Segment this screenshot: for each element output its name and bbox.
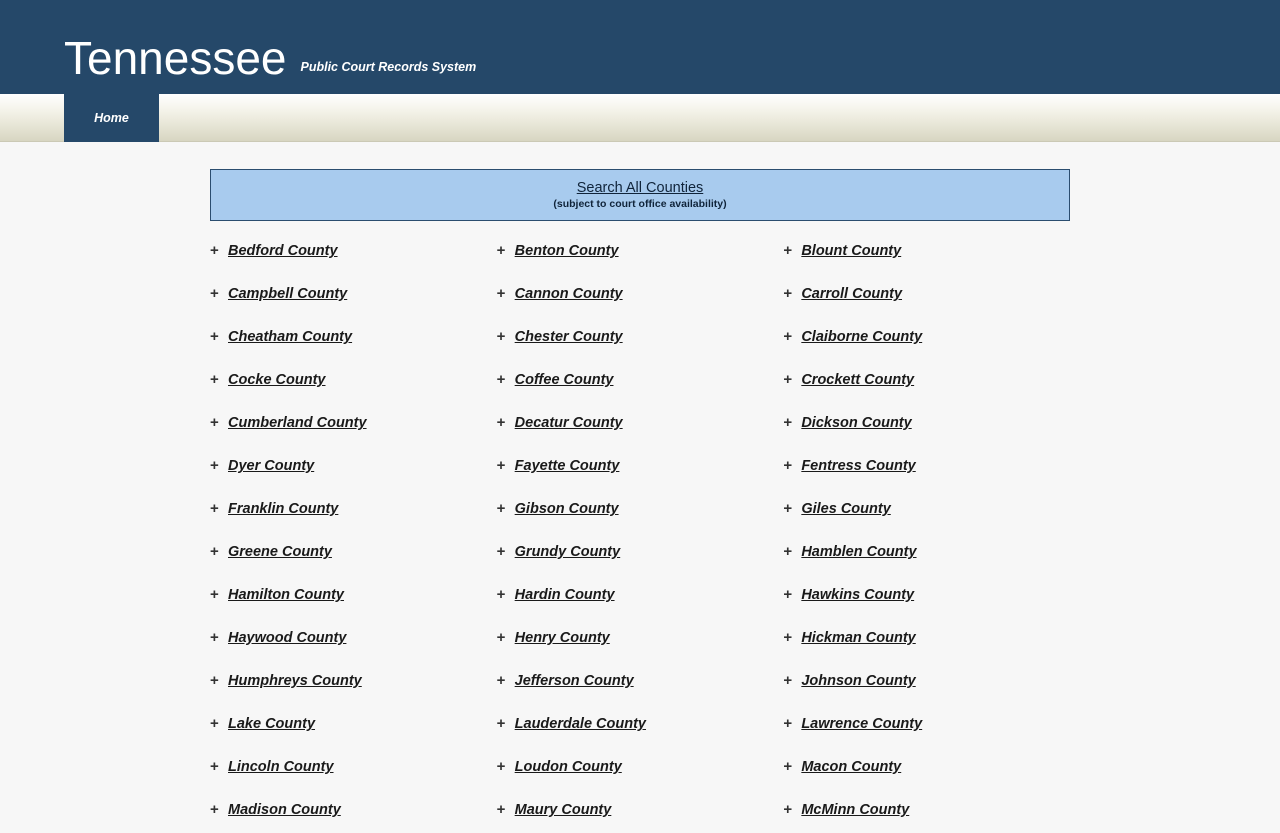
expand-plus-icon[interactable]: +	[783, 371, 793, 388]
county-link[interactable]: Franklin County	[228, 501, 339, 517]
county-link[interactable]: McMinn County	[801, 802, 910, 818]
county-link[interactable]: Lauderdale County	[514, 716, 646, 732]
expand-plus-icon[interactable]: +	[783, 758, 793, 775]
expand-plus-icon[interactable]: +	[783, 629, 793, 646]
expand-plus-icon[interactable]: +	[496, 242, 506, 259]
county-list-item[interactable]	[497, 360, 784, 403]
county-list-item[interactable]	[497, 532, 784, 575]
county-list-item[interactable]	[210, 317, 497, 360]
expand-plus-icon[interactable]: +	[210, 242, 219, 259]
county-list-item[interactable]	[783, 360, 1070, 403]
county-link[interactable]: Jefferson County	[514, 673, 634, 689]
main-content	[0, 169, 1280, 833]
expand-plus-icon[interactable]: +	[783, 672, 793, 689]
county-link[interactable]: Lawrence County	[801, 716, 923, 732]
county-list-item[interactable]	[783, 661, 1070, 704]
expand-plus-icon[interactable]: +	[496, 328, 506, 345]
county-link[interactable]: Decatur County	[514, 415, 623, 431]
search-all-counties-link[interactable]: Search All Counties	[576, 180, 704, 196]
county-list-item[interactable]	[497, 446, 784, 489]
county-list-item[interactable]	[497, 618, 784, 661]
site-header	[0, 0, 1280, 94]
county-link[interactable]: Maury County	[514, 802, 612, 818]
expand-plus-icon[interactable]: +	[210, 543, 219, 560]
county-list-item[interactable]	[210, 790, 497, 833]
county-list-item[interactable]	[497, 231, 784, 274]
county-list-item[interactable]	[497, 317, 784, 360]
expand-plus-icon[interactable]: +	[783, 285, 793, 302]
county-list-item[interactable]	[210, 489, 497, 532]
county-list-item[interactable]	[783, 704, 1070, 747]
county-link[interactable]: Giles County	[801, 501, 891, 517]
county-list-item[interactable]	[210, 360, 497, 403]
county-link[interactable]: Coffee County	[514, 372, 614, 388]
county-list-item[interactable]	[497, 661, 784, 704]
search-availability-note: (subject to court office availability)	[553, 198, 727, 210]
expand-plus-icon[interactable]: +	[496, 715, 506, 732]
county-link[interactable]: Hawkins County	[801, 587, 915, 603]
county-list-item[interactable]	[497, 704, 784, 747]
county-list-item[interactable]	[497, 790, 784, 833]
county-list-item[interactable]	[210, 618, 497, 661]
county-link[interactable]: Gibson County	[514, 501, 619, 517]
county-link[interactable]: Hickman County	[801, 630, 916, 646]
county-list-item[interactable]	[783, 317, 1070, 360]
expand-plus-icon[interactable]: +	[210, 457, 219, 474]
search-all-counties-banner[interactable]	[210, 169, 1070, 221]
expand-plus-icon[interactable]: +	[210, 758, 219, 775]
site-subtitle: Public Court Records System	[300, 60, 477, 74]
county-link[interactable]: Carroll County	[801, 286, 903, 302]
expand-plus-icon[interactable]: +	[210, 801, 219, 818]
county-link[interactable]: Cumberland County	[228, 415, 367, 431]
county-list-item[interactable]	[783, 532, 1070, 575]
county-link[interactable]: Lake County	[228, 716, 316, 732]
county-link[interactable]: Hamilton County	[228, 587, 344, 603]
expand-plus-icon[interactable]: +	[496, 801, 506, 818]
county-list-item[interactable]	[783, 618, 1070, 661]
expand-plus-icon[interactable]: +	[496, 629, 506, 646]
county-link[interactable]: Chester County	[514, 329, 623, 345]
county-link[interactable]: Henry County	[514, 630, 610, 646]
county-link[interactable]: Loudon County	[514, 759, 622, 775]
expand-plus-icon[interactable]: +	[783, 715, 793, 732]
county-link[interactable]: Cannon County	[514, 286, 623, 302]
county-link[interactable]: Humphreys County	[228, 673, 362, 689]
expand-plus-icon[interactable]: +	[210, 500, 219, 517]
expand-plus-icon[interactable]: +	[210, 586, 219, 603]
expand-plus-icon[interactable]: +	[496, 371, 506, 388]
expand-plus-icon[interactable]: +	[783, 801, 793, 818]
county-list-item[interactable]	[783, 231, 1070, 274]
county-link[interactable]: Greene County	[228, 544, 332, 560]
expand-plus-icon[interactable]: +	[496, 414, 506, 431]
expand-plus-icon[interactable]: +	[210, 715, 219, 732]
county-link[interactable]: Cocke County	[228, 372, 326, 388]
county-list-item[interactable]	[783, 747, 1070, 790]
nav-tab-home[interactable]	[64, 94, 159, 142]
county-list-item[interactable]	[783, 446, 1070, 489]
expand-plus-icon[interactable]: +	[783, 242, 793, 259]
county-link[interactable]: Grundy County	[514, 544, 621, 560]
county-list-item[interactable]	[783, 274, 1070, 317]
county-list-item[interactable]	[497, 403, 784, 446]
nav-tab-home-label: Home	[94, 111, 129, 125]
county-list-item[interactable]	[783, 403, 1070, 446]
county-link[interactable]: Hamblen County	[801, 544, 917, 560]
county-link[interactable]: Johnson County	[801, 673, 916, 689]
county-list-item[interactable]	[210, 403, 497, 446]
county-link[interactable]: Benton County	[514, 243, 619, 259]
county-list-item[interactable]	[497, 489, 784, 532]
county-list-item[interactable]	[210, 747, 497, 790]
county-list-item[interactable]	[210, 274, 497, 317]
county-link[interactable]: Haywood County	[228, 630, 347, 646]
county-link[interactable]: Dyer County	[228, 458, 315, 474]
county-link[interactable]: Bedford County	[228, 243, 338, 259]
expand-plus-icon[interactable]: +	[496, 586, 506, 603]
expand-plus-icon[interactable]: +	[210, 285, 219, 302]
county-list-item[interactable]	[210, 446, 497, 489]
county-link[interactable]: Crockett County	[801, 372, 915, 388]
county-link[interactable]: Hardin County	[514, 587, 615, 603]
brand	[64, 32, 476, 84]
county-link[interactable]: Claiborne County	[801, 329, 923, 345]
expand-plus-icon[interactable]: +	[783, 414, 793, 431]
county-link[interactable]: Fayette County	[514, 458, 620, 474]
county-list-item[interactable]	[783, 489, 1070, 532]
county-link[interactable]: Madison County	[228, 802, 341, 818]
expand-plus-icon[interactable]: +	[783, 586, 793, 603]
expand-plus-icon[interactable]: +	[210, 629, 219, 646]
expand-plus-icon[interactable]: +	[783, 457, 793, 474]
main-navigation	[0, 94, 1280, 142]
county-list-item[interactable]	[210, 231, 497, 274]
county-list-item[interactable]	[210, 532, 497, 575]
county-list	[210, 231, 1070, 833]
expand-plus-icon[interactable]: +	[210, 672, 219, 689]
expand-plus-icon[interactable]: +	[783, 543, 793, 560]
county-list-item[interactable]	[497, 747, 784, 790]
expand-plus-icon[interactable]: +	[496, 457, 506, 474]
county-list-item[interactable]	[210, 704, 497, 747]
county-list-item[interactable]	[210, 661, 497, 704]
county-link[interactable]: Macon County	[801, 759, 902, 775]
page-title: Tennessee	[64, 32, 287, 84]
county-list-item[interactable]	[783, 575, 1070, 618]
expand-plus-icon[interactable]: +	[496, 758, 506, 775]
county-list-item[interactable]	[497, 274, 784, 317]
county-link[interactable]: Cheatham County	[228, 329, 353, 345]
expand-plus-icon[interactable]: +	[496, 285, 506, 302]
county-link[interactable]: Lincoln County	[228, 759, 334, 775]
county-link[interactable]: Campbell County	[228, 286, 348, 302]
expand-plus-icon[interactable]: +	[210, 328, 219, 345]
county-link[interactable]: Dickson County	[801, 415, 912, 431]
expand-plus-icon[interactable]: +	[783, 500, 793, 517]
expand-plus-icon[interactable]: +	[496, 500, 506, 517]
expand-plus-icon[interactable]: +	[210, 414, 219, 431]
expand-plus-icon[interactable]: +	[496, 543, 506, 560]
county-list-item[interactable]	[497, 575, 784, 618]
county-link[interactable]: Fentress County	[801, 458, 916, 474]
county-list-item[interactable]	[210, 575, 497, 618]
expand-plus-icon[interactable]: +	[783, 328, 793, 345]
county-list-item[interactable]	[783, 790, 1070, 833]
county-link[interactable]: Blount County	[801, 243, 902, 259]
expand-plus-icon[interactable]: +	[210, 371, 219, 388]
expand-plus-icon[interactable]: +	[496, 672, 506, 689]
